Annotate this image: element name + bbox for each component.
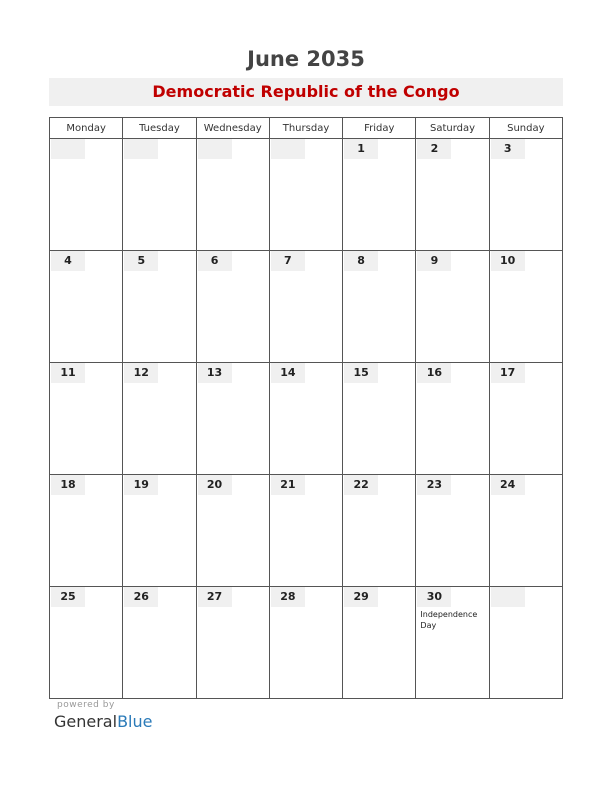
day-number [491,587,525,607]
day-cell [50,475,123,587]
weekday-header: Monday [50,118,123,139]
day-number: 14 [271,363,305,383]
day-cell [416,475,489,587]
day-number: 26 [124,587,158,607]
day-cell [196,363,269,475]
day-cell [343,475,416,587]
weekday-header: Sunday [489,118,562,139]
day-number: 10 [491,251,525,271]
day-number: 24 [491,475,525,495]
day-number: 17 [491,363,525,383]
day-cell [269,587,342,699]
day-cell [269,363,342,475]
powered-by-text: powered by [57,700,115,710]
day-cell [50,139,123,251]
day-number: 18 [51,475,85,495]
day-number: 21 [271,475,305,495]
day-number: 8 [344,251,378,271]
day-number: 28 [271,587,305,607]
day-number: 6 [198,251,232,271]
day-number: 25 [51,587,85,607]
day-cell [343,587,416,699]
day-number: 5 [124,251,158,271]
brand-name-blue: Blue [117,712,153,731]
weekday-header: Wednesday [196,118,269,139]
day-number: 20 [198,475,232,495]
day-number: 3 [491,139,525,159]
day-number: 19 [124,475,158,495]
day-cell [343,139,416,251]
country-title: Democratic Republic of the Congo [49,78,563,106]
week-row [50,475,563,587]
weekday-header: Tuesday [123,118,196,139]
day-number: 27 [198,587,232,607]
day-number: 22 [344,475,378,495]
day-cell [416,363,489,475]
day-cell [123,587,196,699]
day-cell [196,139,269,251]
day-number [198,139,232,159]
day-cell [416,587,489,699]
day-cell [196,251,269,363]
day-cell [123,475,196,587]
day-cell [196,475,269,587]
day-number: 7 [271,251,305,271]
day-number: 23 [417,475,451,495]
weekday-header: Saturday [416,118,489,139]
brand-logo[interactable] [54,712,152,731]
day-number: 29 [344,587,378,607]
weekday-header: Thursday [269,118,342,139]
day-number: 2 [417,139,451,159]
day-number: 4 [51,251,85,271]
day-cell [489,139,562,251]
day-cell [269,139,342,251]
week-row [50,363,563,475]
day-number: 1 [344,139,378,159]
day-number: 16 [417,363,451,383]
day-cell [269,475,342,587]
day-cell [123,363,196,475]
week-row [50,587,563,699]
day-number [51,139,85,159]
day-cell [489,363,562,475]
calendar-grid [49,117,563,699]
day-cell [416,251,489,363]
day-cell [123,251,196,363]
day-number: 12 [124,363,158,383]
brand-name-general: General [54,712,118,731]
day-cell [123,139,196,251]
week-row [50,139,563,251]
weekday-header: Friday [343,118,416,139]
week-row [50,251,563,363]
day-cell [343,251,416,363]
weekday-header-row [50,118,563,139]
day-cell [50,251,123,363]
day-cell [489,251,562,363]
day-number: 13 [198,363,232,383]
month-title: June 2035 [247,47,365,71]
day-number [124,139,158,159]
day-number: 30 [417,587,451,607]
day-cell [489,587,562,699]
day-cell [416,139,489,251]
day-number: 11 [51,363,85,383]
day-cell [50,363,123,475]
day-cell [343,363,416,475]
day-cell [50,587,123,699]
holiday-label: Independence Day [420,610,478,630]
day-number [271,139,305,159]
day-cell [196,587,269,699]
day-number: 9 [417,251,451,271]
day-cell [489,475,562,587]
day-cell [269,251,342,363]
day-number: 15 [344,363,378,383]
